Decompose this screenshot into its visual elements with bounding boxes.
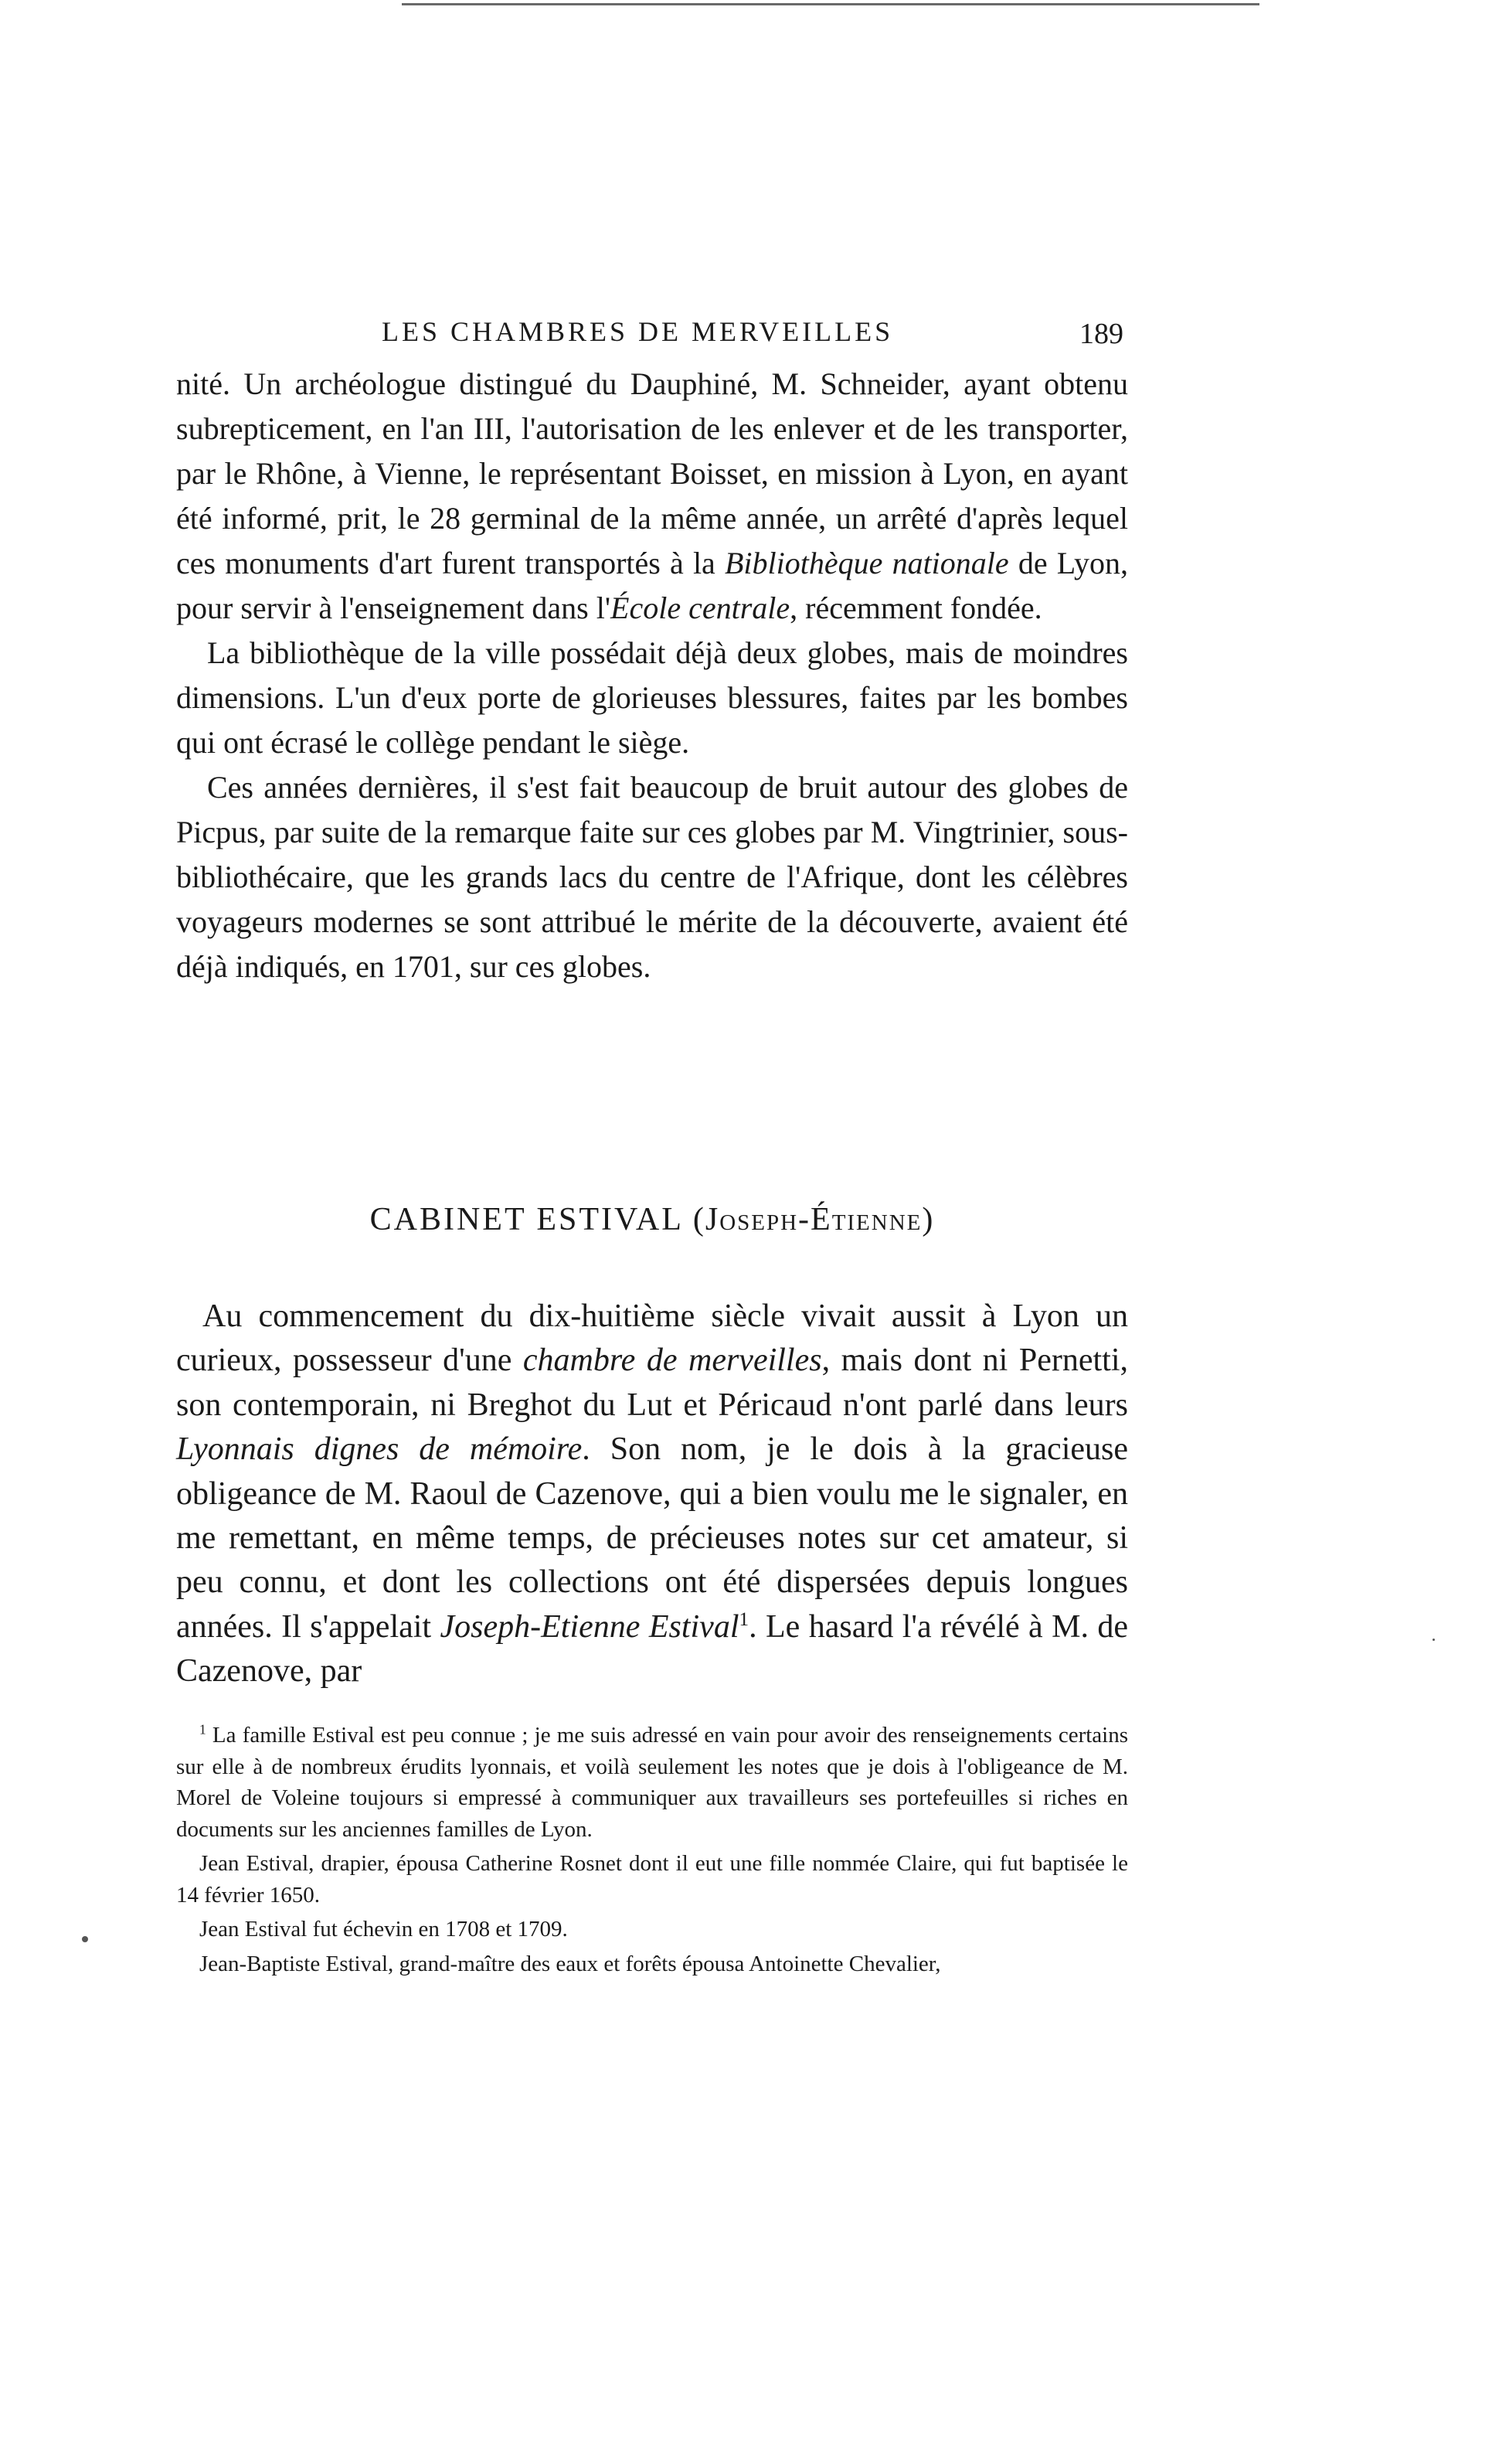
scan-edge-line [402,3,1259,5]
scan-speck [82,1936,88,1942]
page-header [179,315,1123,362]
section-heading [176,1201,1128,1238]
paragraph-2: La bibliothèque de la ville possédait déjà deux globes, mais de moindres dimensions. L'un d'eux porte de glorieuses blessures, faites par les bombes qui ont écrasé le collège pendant le siège. [176,635,1128,760]
paragraph-1 [176,362,1128,631]
paragraph-1-text-c: , récemment fondée. [790,590,1042,625]
paragraph-3: Ces années dernières, il s'est fait beaucoup de bruit autour des globes de Picpus, par suite de la remarque faite sur ces globes par M. Vingtrinier, sous-bibliothécaire, que les grands lacs du centre de l'Afrique, dont les célèbres voyageurs modernes se sont attribué le mérite de la découverte, avaient été déjà indiqués, en 1701, sur ces globes. [176,770,1128,984]
footnote-1 [176,1720,1128,1845]
paragraph-1-text-b: de Lyon, pour servir à l'enseignement dans l' [176,546,1129,625]
scan-speck [1433,1639,1435,1641]
footnote-2: Jean Estival, drapier, épousa Catherine Rosnet dont il eut une fille nommée Claire, qui fut baptisée le 14 février 1650. [176,1851,1128,1908]
italic-joseph-etienne-estival: Joseph-Etienne Estival [440,1608,739,1645]
section-heading-sub: (Joseph-Étienne) [692,1202,935,1237]
paragraph-1-text-a: nité. Un archéologue distingué du Dauphiné, M. Schneider, ayant obtenu subrepticement, en l'an III, l'autorisation de les enlever et de les transporter, par le Rhône, à Vienne, le représentant Boisset, en mission à Lyon, en ayant été informé, prit, le 28 germinal de la même année, un arrêté d'après lequel ces monuments d'art furent transportés à la [176,366,1128,580]
body-text-top [176,362,1128,989]
paragraph-4-text-a: Au commencement du dix-huitième siècle vivait aussit à Lyon un curieux, possesseur d'une [176,1298,1128,1379]
footnote-3: Jean Estival fut échevin en 1708 et 1709. [199,1917,568,1942]
footnote-reference: 1 [739,1608,749,1630]
paragraph-4-text-d: . Le hasard l'a révélé à M. de Cazenove, par [176,1608,1129,1690]
footnote-1-text: La famille Estival est peu connue ; je me suis adressé en vain pour avoir des renseignements certains sur elle à de nombreux érudits lyonnais, et voilà seulement les notes que je dois à l'obligeance de M. Morel de Voleine toujours si empressé à communiquer aux travailleurs ses portefeuilles si riches en documents sur les anciennes familles de Lyon. [176,1723,1128,1842]
running-title: LES CHAMBRES DE MERVEILLES [382,316,894,347]
italic-lyonnais-dignes: Lyonnais dignes de mémoire [176,1431,583,1468]
italic-bibliotheque-nationale: Bibliothèque nationale [725,546,1009,580]
paragraph-4-text-b: , mais dont ni Pernetti, son contemporain, ni Breghot du Lut et Péricaud n'ont parlé dans leurs [176,1343,1129,1423]
footnote-4: Jean-Baptiste Estival, grand-maître des eaux et forêts épousa Antoinette Chevalier, [199,1951,941,1976]
italic-chambre-de-merveilles: chambre de merveilles [522,1343,822,1379]
footnote-1-mark: 1 [199,1721,206,1737]
footnotes [176,1720,1128,1979]
paragraph-4 [176,1295,1128,1694]
page-number: 189 [1079,318,1123,350]
section-heading-main: CABINET ESTIVAL [369,1202,683,1237]
paragraph-4-text-c: . Son nom, je le dois à la gracieuse obligeance de M. Raoul de Cazenove, qui a bien voulu me le signaler, en me remettant, en même temps, de précieuses notes sur cet amateur, si peu connu, et dont les collections ont été dispersées depuis longues années. Il s'appelait [176,1431,1128,1645]
body-text-bottom [176,1295,1128,1694]
italic-ecole-centrale: École centrale [610,590,790,625]
